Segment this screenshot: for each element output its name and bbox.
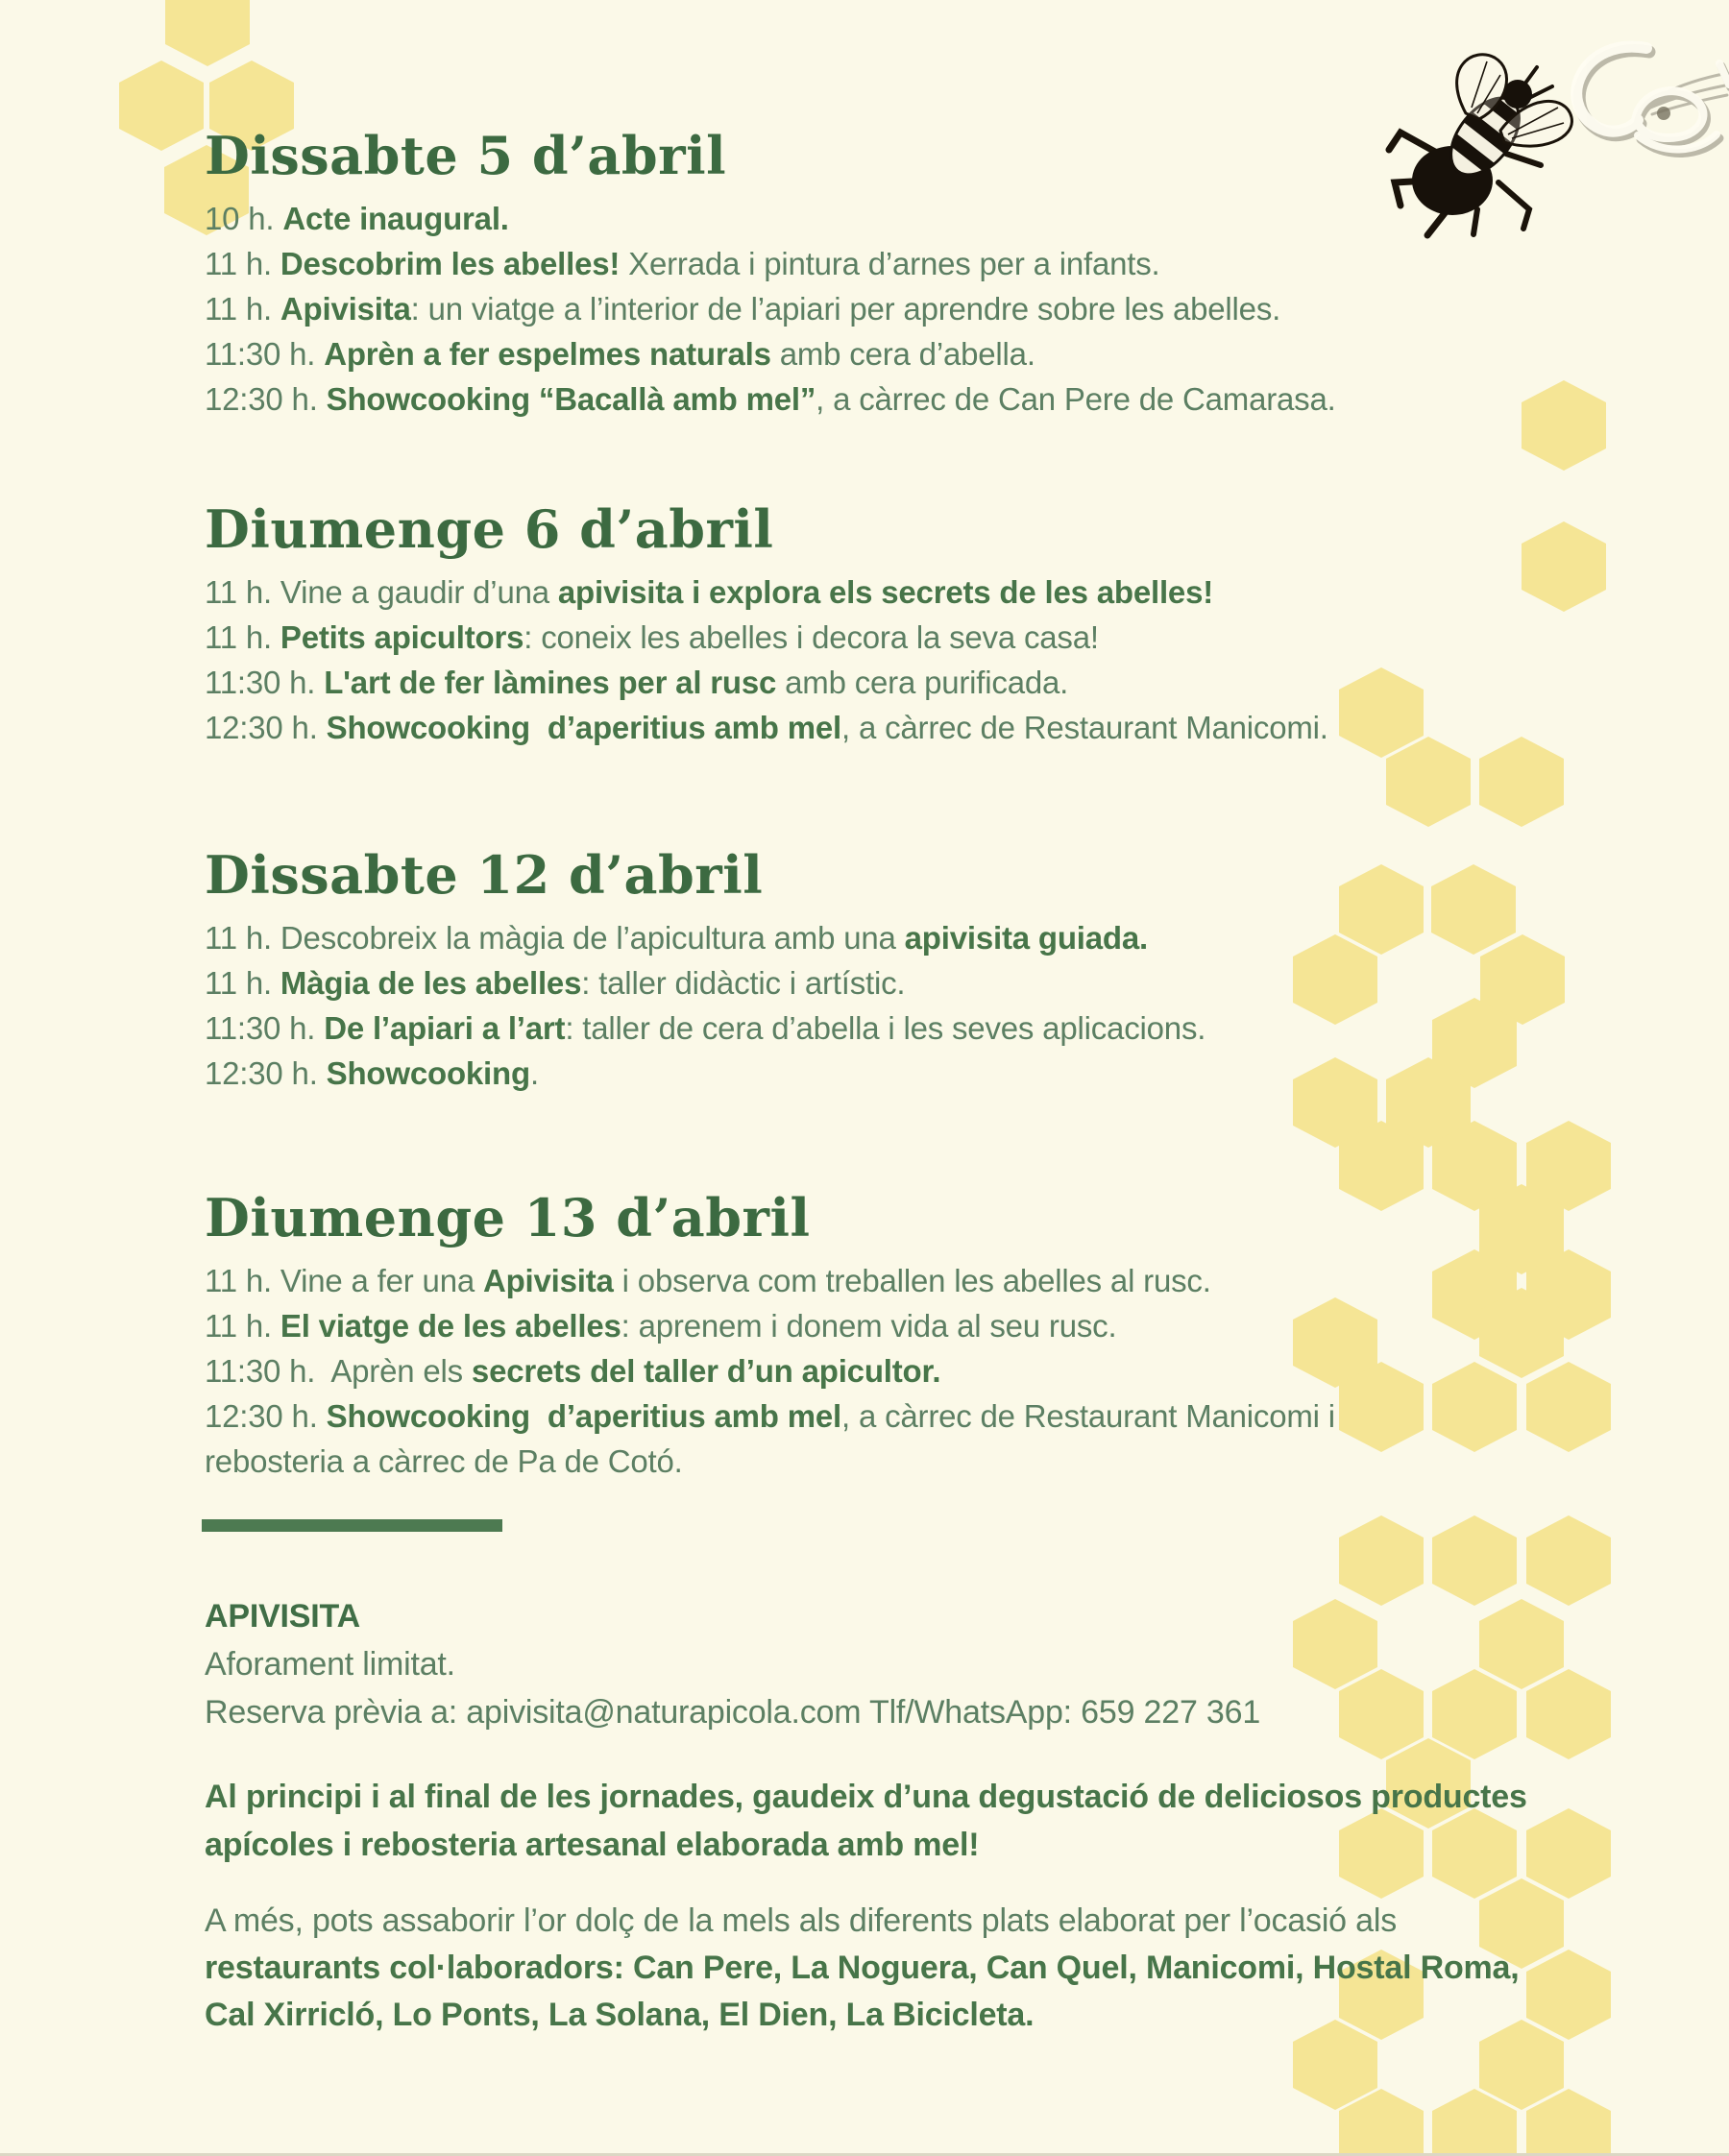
regular-text: : coneix les abelles i decora la seva casa!	[524, 619, 1099, 655]
regular-text: 11 h.	[205, 1308, 280, 1344]
bold-text: apivisita i explora els secrets de les abelles!	[557, 574, 1214, 610]
section-day-1	[205, 121, 1626, 422]
bold-text: Showcooking	[326, 1055, 530, 1091]
regular-text: : un viatge a l’interior de l’apiari per aprendre sobre les abelles.	[410, 291, 1281, 327]
honeycomb-cell	[1339, 1515, 1424, 1606]
schedule-line	[205, 660, 1626, 705]
regular-text: 12:30 h.	[205, 1055, 327, 1091]
schedule-line	[205, 286, 1626, 331]
section-day-3	[205, 840, 1626, 1096]
regular-text: 11:30 h.	[205, 336, 325, 372]
regular-text: , a càrrec de Restaurant Manicomi i	[841, 1398, 1335, 1434]
section-day-2	[205, 495, 1626, 750]
section-title: Dissabte 12 d’abril	[205, 844, 764, 906]
regular-text: 11 h. Vine a gaudir d’una	[205, 574, 558, 610]
regular-text: 12:30 h.	[205, 1398, 327, 1434]
bold-text: De l’apiari a l’art	[324, 1010, 566, 1046]
schedule-line	[205, 1348, 1626, 1393]
regular-text: Xerrada i pintura d’arnes per a infants.	[620, 246, 1160, 281]
regular-text: 11 h.	[205, 291, 280, 327]
bold-text: Apivisita	[482, 1263, 614, 1298]
regular-text: 12:30 h.	[205, 381, 327, 417]
capacity-note: Aforament limitat.	[205, 1646, 455, 1683]
regular-text: 10 h.	[205, 201, 283, 236]
regular-text: 11:30 h.	[205, 665, 325, 700]
schedule-line	[205, 1303, 1626, 1348]
bold-text: Showcooking d’aperitius amb mel	[326, 710, 842, 745]
bold-text: Cal Xirricló, Lo Ponts, La Solana, El Dien, La Bicicleta.	[205, 1997, 1035, 2033]
schedule-line	[205, 196, 1626, 241]
bold-text: Aprèn a fer espelmes naturals	[324, 336, 771, 372]
honeycomb-cell	[1479, 1599, 1564, 1689]
regular-text: 11 h. Vine a fer una	[205, 1263, 483, 1298]
divider-rule	[202, 1519, 502, 1532]
regular-text: 11:30 h.	[205, 1010, 325, 1046]
bold-text: L'art de fer làmines per al rusc	[324, 665, 777, 700]
regular-text: .	[529, 1055, 539, 1091]
bold-text: Descobrim les abelles!	[280, 246, 621, 281]
section-day-4	[205, 1183, 1626, 1484]
honeycomb-cell	[165, 0, 250, 66]
regular-text: , a càrrec de Can Pere de Camarasa.	[816, 381, 1336, 417]
apivisita-info-block	[205, 1592, 1260, 1736]
regular-text: : aprenem i donem vida al seu rusc.	[621, 1308, 1117, 1344]
restaurants-line	[205, 1945, 1703, 1992]
restaurants-line	[205, 1898, 1703, 1945]
honeycomb-cell	[1432, 1515, 1517, 1606]
honeycomb-cell	[1526, 1515, 1611, 1606]
bold-text: restaurants col·laboradors	[205, 1950, 614, 1986]
honeycomb-cell	[1526, 1669, 1611, 1759]
schedule-line	[205, 1005, 1626, 1051]
schedule-line	[205, 1393, 1626, 1439]
regular-text: : taller didàctic i artístic.	[581, 965, 906, 1001]
regular-text: : taller de cera d’abella i les seves aplicacions.	[565, 1010, 1206, 1046]
apivisita-heading: APIVISITA	[205, 1598, 360, 1635]
regular-text: A més, pots assaborir l’or dolç de la mels als diferents plats elaborat per l’ocasió als	[205, 1902, 1406, 1939]
regular-text: amb cera purificada.	[776, 665, 1069, 700]
regular-text: i observa com treballen les abelles al rusc.	[613, 1263, 1211, 1298]
regular-text: 11 h. Descobreix la màgia de l’apicultura amb una	[205, 920, 905, 956]
bold-text: Acte inaugural.	[282, 201, 509, 236]
honeycomb-cell	[1339, 1669, 1424, 1759]
tasting-paragraph	[205, 1773, 1703, 1869]
section-title: Diumenge 13 d’abril	[205, 1187, 811, 1248]
schedule-line	[205, 1439, 1626, 1484]
schedule-line	[205, 376, 1626, 422]
honeycomb-cell	[1386, 737, 1471, 827]
bold-text: secrets del taller d’un apicultor.	[471, 1353, 941, 1389]
bold-text: : Can Pere, La Noguera, Can Quel, Manicomi, Hostal Roma,	[613, 1950, 1520, 1986]
honeycomb-cell	[1432, 1669, 1517, 1759]
tasting-paragraph-line: apícoles i rebosteria artesanal elaborada amb mel!	[205, 1827, 980, 1863]
schedule-line	[205, 569, 1626, 615]
honeycomb-cell	[119, 61, 204, 151]
regular-text: 11 h.	[205, 619, 280, 655]
regular-text: , a càrrec de Restaurant Manicomi.	[841, 710, 1328, 745]
honeycomb-cell	[1479, 737, 1564, 827]
regular-text: 11 h.	[205, 965, 280, 1001]
schedule-line	[205, 1051, 1626, 1096]
tasting-paragraph-line: Al principi i al final de les jornades, gaudeix d’una degustació de deliciosos productes	[205, 1779, 1527, 1815]
booking-contact-line: Reserva prèvia a: apivisita@naturapicola.com Tlf/WhatsApp: 659 227 361	[205, 1694, 1261, 1731]
bold-text: Showcooking “Bacallà amb mel”	[326, 381, 816, 417]
bold-text: Màgia de les abelles	[280, 965, 582, 1001]
honeycomb-cell	[1293, 1599, 1377, 1689]
regular-text: 11 h.	[205, 246, 280, 281]
regular-text: amb cera d’abella.	[770, 336, 1035, 372]
bold-text: Showcooking d’aperitius amb mel	[326, 1398, 842, 1434]
section-title: Dissabte 5 d’abril	[205, 125, 727, 186]
schedule-line	[205, 615, 1626, 660]
section-title: Diumenge 6 d’abril	[205, 498, 774, 560]
schedule-line	[205, 331, 1626, 376]
restaurants-paragraph	[205, 1898, 1703, 2039]
regular-text: rebosteria a càrrec de Pa de Cotó.	[205, 1443, 683, 1479]
bold-text: El viatge de les abelles	[280, 1308, 621, 1344]
regular-text: 12:30 h.	[205, 710, 327, 745]
schedule-line	[205, 705, 1626, 750]
bold-text: Apivisita	[280, 291, 411, 327]
bold-text: apivisita guiada.	[904, 920, 1148, 956]
bold-text: Petits apicultors	[280, 619, 524, 655]
restaurants-line	[205, 1992, 1703, 2039]
schedule-line	[205, 1258, 1626, 1303]
schedule-line	[205, 960, 1626, 1005]
regular-text: 11:30 h. Aprèn els	[205, 1353, 472, 1389]
schedule-line	[205, 915, 1626, 960]
schedule-line	[205, 241, 1626, 286]
